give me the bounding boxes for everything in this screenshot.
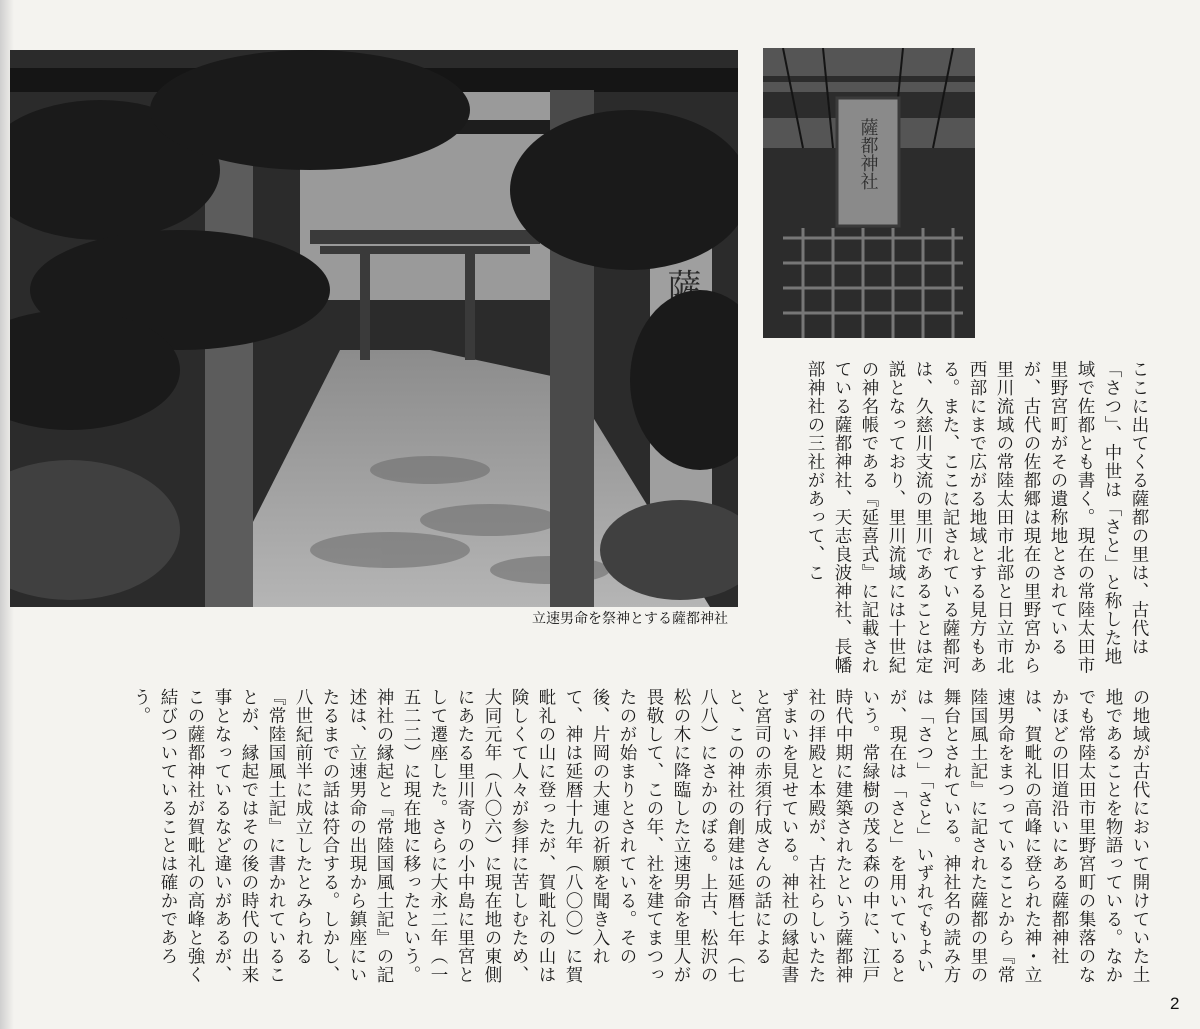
article-text-upper [752, 360, 1152, 680]
article-paragraph: ここに出てくる薩都の里は、古代は「さつ」、中世は「さと」と称した地域で佐都とも書く。現在の常陸太田市里野宮町がその遺称地とされているが、古代の佐都郷は現在の里野宮から里川流域の常陸太田市北部と日立市北西部にまで広がる地域とする見方もある。また、ここに記されている薩都河は、久慈川支流の里川であることは定説となっており、里川流域には十世紀の神名帳である『延喜式』に記載されている薩都神社、天志良波神社、長幡部神社の三社があって、こ [805, 360, 1149, 675]
article-text-lower [78, 688, 1153, 988]
article-paragraph: の地域が古代において開けていた土地であることを物語っている。なかでも常陸太田市里野宮町の集落のなかほどの旧道沿いにある薩都神社は、賀毗礼の高峰に登られた神・立速男命をまつっていることから『常陸国風土記』に記された薩都の里の舞台とされている。神社名の読み方は「さつ」「さと」いずれでもよいが、現在は「さと」を用いているという。常緑樹の茂る森の中に、江戸時代中期に建築されたという薩都神社の拝殿と本殿が、古社らしいたたずまいを見せている。神社の縁起書と宮司の赤須行成さんの話によると、この神社の創建は延暦七年（七八八）にさかのぼる。上古、松沢の松の木に降臨した立速男命を里人が畏敬して、この年、社を建てまつったのが始まりとされている。その後、片岡の大連の祈願を聞き入れて、神は延暦十九年（八〇〇）に賀毗礼の山に登ったが、賀毗礼の山は険しくて人々が参拝に苦しむため、大同元年（八〇六）に現在地の東側にあたる里川寄りの小中島に里宮として遷座した。さらに大永二年（一五二二）に現在地に移ったという。神社の縁起と『常陸国風土記』の記述は、立速男命の出現から鎮座にいたるまでの話は符合する。しかし、八世紀前半に成立したとみられる『常陸国風土記』に書かれていることが、縁起ではその後の時代の出来事となっているなど違いがあるが、この薩都神社が賀毗礼の高峰と強く結びついていることは確かであろう。 [131, 688, 1150, 984]
shrine-plaque-photo [763, 48, 975, 338]
photo-caption: 立速男命を祭神とする薩都神社 [532, 610, 728, 626]
plaque-inscription: 薩都神社 [857, 118, 879, 190]
page-number: 2 [1170, 994, 1180, 1013]
shrine-approach-photo [10, 50, 738, 607]
